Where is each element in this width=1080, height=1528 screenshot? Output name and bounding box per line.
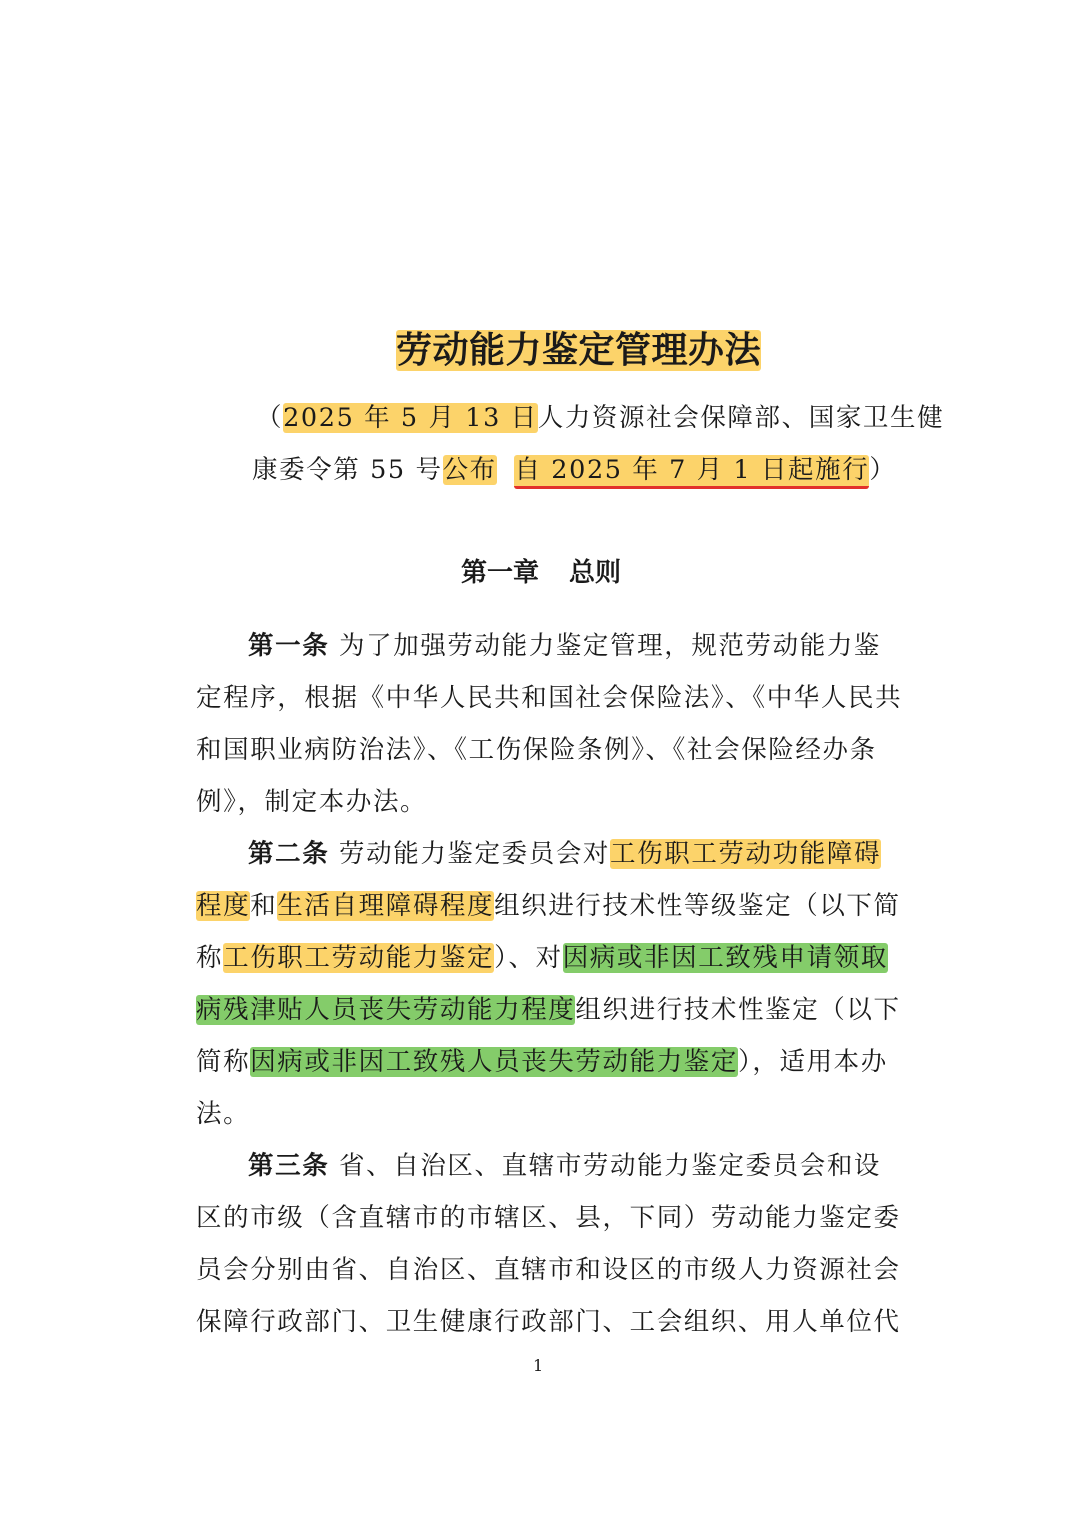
article-2-line-6: 法。	[196, 1099, 251, 1129]
article-2-line-1: 第二条 劳动能力鉴定委员会对工伤职工劳动功能障碍	[248, 839, 882, 869]
document-title	[396, 326, 761, 376]
highlight-work-injury-assessment: 工伤职工劳动能力鉴定	[223, 943, 495, 973]
article-3-line-2: 区的市级（含直辖市的市辖区、县，下同）劳动能力鉴定委	[196, 1203, 901, 1233]
highlight-illness-disability: 因病或非因工致残申请领取	[562, 943, 888, 973]
article-1-line-4: 例》，制定本办法。	[196, 787, 428, 817]
chapter-name: 总则	[569, 558, 622, 588]
article-3-label: 第三条	[248, 1151, 330, 1181]
page-number: 1	[533, 1356, 544, 1375]
article-1-line-3: 和国职业病防治法》、《工伤保险条例》、《社会保险经办条	[196, 735, 877, 765]
chapter-number: 第一章	[461, 558, 540, 588]
issuance-date-highlight: 2025 年 5 月 13 日	[283, 403, 538, 433]
chapter-heading	[461, 553, 621, 593]
article-1-label: 第一条	[248, 631, 330, 661]
article-2-line-5: 简称因病或非因工致残人员丧失劳动能力鉴定），适用本办	[196, 1047, 888, 1077]
article-2-line-3: 称工伤职工劳动能力鉴定）、对因病或非因工致残申请领取	[196, 943, 888, 973]
title-highlight: 劳动能力鉴定管理办法	[396, 330, 762, 371]
article-1-line-2: 定程序，根据《中华人民共和国社会保险法》、《中华人民共	[196, 683, 903, 713]
article-2-label: 第二条	[248, 839, 330, 869]
article-3-line-4: 保障行政部门、卫生健康行政部门、工会组织、用人单位代	[196, 1307, 901, 1337]
issuance-line-2: 康委令第 55 号公布 自 2025 年 7 月 1 日起施行）	[252, 450, 896, 490]
article-3-line-1: 第三条 省、自治区、直辖市劳动能力鉴定委员会和设	[248, 1151, 882, 1181]
article-3-line-3: 员会分别由省、自治区、直辖市和设区的市级人力资源社会	[196, 1255, 901, 1285]
issuance-line-1: （2025 年 5 月 13 日人力资源社会保障部、国家卫生健	[256, 403, 945, 433]
article-2-line-4: 病残津贴人员丧失劳动能力程度组织进行技术性鉴定（以下	[196, 995, 901, 1025]
highlight-illness-assessment: 因病或非因工致残人员丧失劳动能力鉴定	[250, 1047, 739, 1077]
article-2-line-2: 程度和生活自理障碍程度组织进行技术性等级鉴定（以下简	[196, 891, 901, 921]
published-highlight: 公布	[442, 455, 497, 485]
effective-date-highlight: 自 2025 年 7 月 1 日起施行	[514, 455, 869, 489]
highlight-self-care: 生活自理障碍程度	[277, 891, 495, 921]
highlight-work-injury-function: 工伤职工劳动功能障碍	[610, 839, 882, 869]
article-1-line-1: 第一条 为了加强劳动能力鉴定管理，规范劳动能力鉴	[248, 631, 882, 661]
